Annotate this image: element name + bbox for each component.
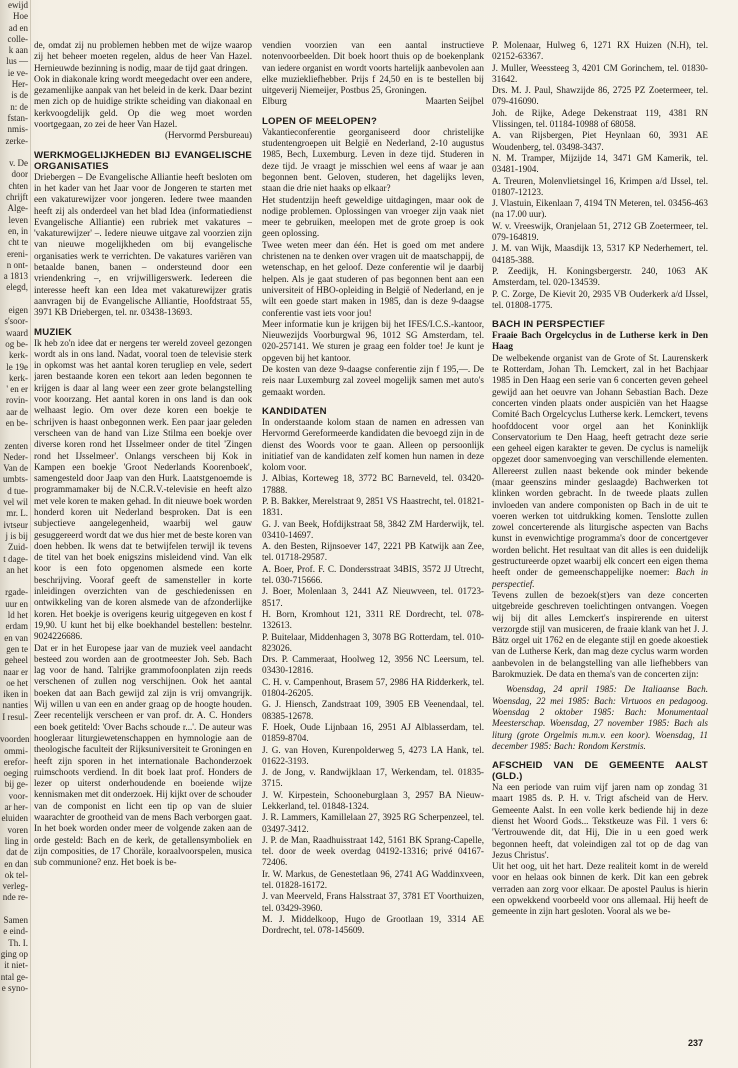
margin-fragment: Van de xyxy=(3,463,28,474)
candidate-entry: J. Vlastuin, Eikenlaan 7, 4194 TN Meteren, tel. 03456-463 (na 17.00 uur). xyxy=(492,198,708,220)
margin-fragment: erefor- xyxy=(3,756,28,767)
margin-fragment: e syno- xyxy=(1,982,28,993)
article-paragraph: Ook in diakonale kring wordt meegedacht over een andere, gezamenlijke aanpak van het beleid in de kerk. Daar bezint men zich op de huidige strikte scheiding van diakonaal en kerkvoogdelijk geld. Op die weg moet worden voortgegaan, zo zei de heer Van Hazel. xyxy=(34,73,252,130)
candidate-entry: J. P. de Man, Raadhuisstraat 142, 5161 BK Sprang-Capelle, tel. door de week overdag 04192-13316; privé 04167-72406. xyxy=(262,834,484,868)
candidate-entry: P. Zeedijk, H. Koningsbergerstr. 240, 1063 AK Amsterdam, tel. 020-134539. xyxy=(492,265,708,288)
margin-fragment: t dage- xyxy=(3,553,28,564)
candidate-entry: C. H. v. Campenhout, Brasem 57, 2986 HA Ridderkerk, tel. 01804-26205. xyxy=(262,676,484,699)
candidate-entry: J. G. van Hoven, Kurenpolderweg 5, 4273 LA Hank, tel. 01622-3193. xyxy=(262,744,484,766)
candidate-entry: J. M. van Wijk, Maasdijk 13, 5317 KP Nederhemert, tel. 04185-388. xyxy=(492,243,708,265)
article-paragraph: Na een periode van ruim vijf jaren nam op zondag 31 maart 1985 ds. P. H. v. Trigt afscheid van de Herv. Gemeente Aalst. In een volle kerk bediende hij in deze dienst het Woord Gods... Tekstkeuze was Fil. 1 vers 6: 'Vertrouwende dit, dat Hij, Die in u een goed werk begonnen heeft, dat voleindigen zal tot op de dag van Jezus Christus'. xyxy=(492,782,708,860)
margin-fragment: kerk- xyxy=(9,372,28,383)
candidate-entry: Drs. P. Cammeraat, Hoolweg 12, 3956 NC Leersum, tel. 03430-12816. xyxy=(262,654,484,676)
margin-fragment xyxy=(0,429,30,440)
margin-fragment: ewijd xyxy=(8,0,28,10)
margin-fragment: og be- xyxy=(5,338,28,349)
candidate-entry: A. Treuren, Molenvlietsingel 16, Krimpen a/d IJssel, tel. 01807-12123. xyxy=(492,175,708,197)
margin-fragment: iken in xyxy=(3,689,28,700)
margin-fragment: zenten xyxy=(4,440,28,451)
margin-fragment: d tue- xyxy=(7,485,28,496)
margin-fragment: j is bij xyxy=(5,530,28,541)
column-1 xyxy=(34,40,252,1050)
margin-fragment: lus — xyxy=(6,56,28,67)
margin-fragment: dat de xyxy=(6,847,28,858)
margin-fragment: voor- xyxy=(8,790,28,801)
margin-fragment: Zuid- xyxy=(8,542,28,553)
margin-fragment: en be- xyxy=(5,417,28,428)
article-continuation: vendien voorzien van een aantal instructieve notenvoorbeelden. Dit boek hoort thuis op de boekenplank van iedere organist en wordt voorts hartelijk aanbevolen aan elke muziekliefhebber. Prijs f 24,50 en is te bestellen bij uitgeverij Niemeijer, Postbus 25, Groningen. xyxy=(262,40,484,96)
margin-fragment: nmis- xyxy=(7,124,28,135)
heading-werkmogelijkheden: WERKMOGELIJKHEDEN BIJ EVANGELISCHE ORGANISATIES xyxy=(34,149,252,172)
margin-fragment: Neder- xyxy=(3,451,28,462)
margin-fragment: ld het xyxy=(7,610,28,621)
heading-kandidaten: KANDIDATEN xyxy=(262,405,327,417)
heading-bach-in-perspectief: BACH IN PERSPECTIEF xyxy=(492,319,606,331)
candidate-entry: M. J. Middelkoop, Hugo de Grootlaan 19, 3314 AE Dordrecht, tel. 078-145609. xyxy=(262,913,484,936)
margin-fragment: nde re- xyxy=(2,892,28,903)
candidate-list xyxy=(492,40,708,311)
margin-fragment xyxy=(0,904,30,915)
margin-fragment: Hoe xyxy=(13,11,28,22)
margin-fragment: fstan- xyxy=(7,112,28,123)
candidate-entry: G. J. Hiensch, Zandstraat 109, 3905 EB Veenendaal, tel. 08385-12678. xyxy=(262,699,484,721)
concert-dates: Woensdag, 24 april 1985: De Italiaanse Bach. Woensdag, 22 mei 1985: Bach: Virtuoos en pedagoog. Woensdag 2 oktober 1985: Bach: Monumentaal Meesterschap. Woensdag, 27 november 1985: Bach als liturg (grote Orgelmis m.m.v. een koor). Woensdag, 11 december 1985: Bach: Rondom Kerstmis. xyxy=(492,684,708,751)
margin-fragment: Samen xyxy=(3,915,28,926)
margin-fragment: zerke- xyxy=(5,135,28,146)
margin-fragment: colle- xyxy=(7,33,28,44)
previous-page-margin xyxy=(0,0,31,1068)
page-number: 237 xyxy=(688,1038,704,1048)
margin-fragment: en van xyxy=(4,632,28,643)
heading-muziek: MUZIEK xyxy=(34,326,72,338)
article-paragraph: Tevens zullen de bezoek(st)ers van deze concerten uitgebreide geschreven toelichtingen ontvangen. Voegen wij bij dit alles Lemckert's inspirerende en uiterst verzorgde stijl van musiceren, de fraaie klank van het J. J. Bätz orgel uit 1762 en de elegante stijl en goede akoestiek van de Lutherse Kerk, dan mag deze cyclus warm worden aanbevolen in de belangstelling van alle liefhebbers van Barokmuziek. De data en thema's van de concerten zijn: xyxy=(492,589,708,680)
margin-fragment: an het xyxy=(6,564,28,575)
article-signature xyxy=(262,96,484,107)
italic-phrase: Bach in perspectief. xyxy=(492,567,708,589)
margin-fragment: cht te xyxy=(8,237,28,248)
article-paragraph: In onderstaande kolom staan de namen en adressen van Hervormd Gereformeerde kandidaten die bevoegd zijn in de dienst des Woords voor te gaan. Alleen op persoonlijk initiatief van de kandidaten zelf komen hun namen in deze kolom voor. xyxy=(262,416,484,473)
margin-fragment: ommi- xyxy=(4,745,28,756)
column-2 xyxy=(262,40,484,1050)
candidate-entry: J. Muller, Weessteeg 3, 4201 CM Gorinchem, tel. 01830-31642. xyxy=(492,62,708,84)
article-paragraph: Meer informatie kun je krijgen bij het IFES/I.C.S.-kantoor, Nieuwezijds Voorburgwal 96, 1012 SG Amsterdam, tel. 020-257141. We sturen je graag een folder toe! Je kunt je opgeven bij het kantoor. xyxy=(262,318,484,363)
margin-fragment: is de xyxy=(11,90,28,101)
article-credit: (Hervormd Persbureau) xyxy=(165,130,252,141)
candidate-entry: J. W. Kirpestein, Schooneburglaan 3, 2957 BA Nieuw-Lekkerland, tel. 01848-1324. xyxy=(262,789,484,811)
margin-fragment xyxy=(0,723,30,734)
candidate-entry: Drs. M. J. Paul, Shawzijde 86, 2725 PZ Zoetermeer, tel. 079-416090. xyxy=(492,85,708,107)
candidate-entry: J. R. Lammers, Kamillelaan 27, 3925 RG Scherpenzeel, tel. 03497-3412. xyxy=(262,812,484,834)
margin-fragment: k aan xyxy=(8,45,28,56)
margin-fragment: verleg- xyxy=(2,881,28,892)
candidate-entry: Ir. W. Markus, de Genestetlaan 96, 2741 AG Waddinxveen, tel. 01828-16172. xyxy=(262,868,484,891)
article-continuation: de, omdat zij nu problemen hebben met de wijze waarop zij het beheer moeten regelen, aldus de heer Van Hazel. Hernieuwde bezinning is nodig, maar de tijd gaat dringen. xyxy=(34,40,252,73)
margin-fragment: eigen xyxy=(8,305,28,316)
margin-fragment: bij ge- xyxy=(4,779,28,790)
candidate-entry: J. Albias, Korteweg 18, 3772 BC Barneveld, tel. 03420-17888. xyxy=(262,473,484,495)
margin-fragment: vel wil xyxy=(3,497,28,508)
margin-fragment: n: de xyxy=(10,101,28,112)
margin-fragment: ntal ge- xyxy=(0,971,28,982)
margin-fragment: rgade- xyxy=(5,587,28,598)
candidate-entry: J. van Meerveld, Frans Halsstraat 37, 3781 ET Voorthuizen, tel. 03429-3960. xyxy=(262,891,484,913)
margin-fragment: e eind- xyxy=(3,926,28,937)
candidate-entry: P. Molenaar, Hulweg 6, 1271 RX Huizen (N.H), tel. 02152-63367. xyxy=(492,40,708,62)
margin-fragment: nanties xyxy=(2,700,28,711)
margin-fragment: naar er xyxy=(3,666,28,677)
article-paragraph: Driebergen – De Evangelische Alliantie heeft besloten om in het kader van het Jaar voor de Jongeren te starten met een vakaturewijzer voor jongeren. Iedere twee maanden heeft zij als onderdeel van het blad Idea (informatiedienst Evangelische Alliantie) een rubriek met vakatures – 'vakaturewijzer' –. Iedere nieuwe uitgave zal voorzien zijn van nieuwe mogelijkheden om bij evangelische organisaties werk te verrichten. De vakatures variëren van betaalde banen, banen – ondersteund door een vriendenkring –, en vrijwilligerswerk. Iedereen die interesse heeft kan een Idea met vakaturewijzer gratis aanvragen bij de Evangelische Alliantie, Hoofdstraat 55, 3971 KB Driebergen, tel. nr. 03438-13693. xyxy=(34,171,252,318)
article-paragraph: Dat er in het Europese jaar van de muziek veel aandacht besteed zou worden aan de grootmeester Joh. Seb. Bach lag voor de hand. Talrijke grammofoonplaten zijn reeds verschenen of zullen nog verschijnen. Ook het aantal boeken dat aan Bach gewijd zal zijn is vrij omvangrijk. Wij willen u van een en ander graag op de hoogte houden. Zeer recentelijk verscheen er van prof. dr. A. C. Honders een boek getiteld: 'Over Bachs schoude r...'. De auteur was hoogleraar liturgiewetenschappen en hymnologie aan de theologische faculteit der Rijksuniversiteit te Groningen en heeft zijn sporen in het internationale Bachonderzoek ruimschoots verdiend. In dit boek laat prof. Honders de lezer op uiterst onderhoudende en boeiende wijze kennismaken met dit onderzoek. Hij kijkt over de schouder van de componist en licht een tip op van de sluier waarachter de grootheid van de mens Bach verborgen gaat. In het boek worden onder meer de volgende zaken aan de orde gesteld: Bach en de kerk, de getallensymboliek en zijn composities, de 17 Choräle, koraalvoorspelen, musica sub communione? enz. Het boek is be- xyxy=(34,642,252,868)
candidate-entry: H. Born, Kromhout 121, 3311 RE Dordrecht, tel. 078-132613. xyxy=(262,608,484,631)
heading-afscheid: AFSCHEID VAN DE GEMEENTE AALST (GLD.) xyxy=(492,760,708,783)
candidate-entry: F. Hoek, Oude Lijnbaan 16, 2951 AJ Alblasserdam, tel. 01859-8704. xyxy=(262,721,484,744)
margin-fragment: ar her- xyxy=(4,802,28,813)
margin-fragment: door xyxy=(11,169,28,180)
margin-fragment: Th. I. xyxy=(8,937,28,948)
heading-lopen-of-meelopen: LOPEN OF MEELOPEN? xyxy=(262,115,378,127)
margin-fragment: chrijft xyxy=(6,192,28,203)
margin-fragment: rovin- xyxy=(6,395,28,406)
candidate-entry: J. Boer, Molenlaan 3, 2441 AZ Nieuwveen, tel. 01723-8517. xyxy=(262,586,484,608)
margin-fragment: leven xyxy=(8,214,28,225)
article-paragraph: De kosten van deze 9-daagse conferentie zijn f 195,—. De reis naar Luxemburg zal zoveel mogelijk samen met auto's gemaakt worden. xyxy=(262,364,484,397)
margin-fragment: ie ve- xyxy=(7,67,28,78)
margin-fragment: geheel xyxy=(4,655,28,666)
paragraph-text: De welbekende organist van de Grote of St. Laurenskerk te Rotterdam, Johan Th. Lemckert, zal in het Bachjaar 1985 in Den Haag een serie van 6 concerten geven geheel gewijd aan het oeuvre van Johann Sebastian Bach. Deze concerten vinden plaats onder auspiciën van het Haagse Comité Bach Orgelcyclus Lutherse kerk. Lemckert, tevens hoofddocent voor orgel aan het Koninklijk Conservatorium te Den Haag, heeft getracht deze serie een geheel eigen karakter te geven. De cyclus is namelijk opgezet door samenvoeging van verschillende elementen. Allereerst zullen naast bekende ook minder bekende (maar geenszins minder geslaagde) Bachwerken tot klinken worden gebracht. In de tweede plaats zullen invloeden van andere componisten op Bach in de uit te voeren werken tot uitdrukking komen. Tenslotte zullen zowel concerterende als liturgische aspecten van Bachs kunst in evenwichtige programma's door de concertgever worden belicht. Het resultaat van dit alles is een duidelijk gestructureerde opzet waarbij elk concert een eigen thema heeft onder de gemeenschappelijke noemer: xyxy=(492,352,708,578)
candidate-entry: W. v. Vreeswijk, Oranjelaan 51, 2712 GB Zoetermeer, tel. 079-164819. xyxy=(492,220,708,243)
margin-fragment: gen te xyxy=(6,643,28,654)
margin-fragment: elegd, xyxy=(6,282,28,293)
margin-fragment: uur en xyxy=(5,598,28,609)
margin-fragment xyxy=(0,576,30,587)
margin-fragment: umbts- xyxy=(2,474,28,485)
candidate-list xyxy=(262,473,484,936)
margin-fragment: voren xyxy=(7,824,28,835)
margin-fragment: Her- xyxy=(11,79,28,90)
candidate-entry: Joh. de Rijke, Adege Dekenstraat 119, 4381 RN Vlissingen, tel. 01184-10988 of 68058. xyxy=(492,107,708,130)
candidate-entry: P. C. Zorge, De Kievit 20, 2935 VB Ouderkerk a/d IJssel, tel. 01808-1775. xyxy=(492,288,708,310)
margin-fragment: le 19e xyxy=(6,361,28,372)
margin-fragment xyxy=(0,147,30,158)
article-paragraph xyxy=(492,353,708,590)
margin-fragment: voorden xyxy=(0,734,30,745)
margin-fragment: waard xyxy=(6,327,28,338)
margin-fragment: en dan xyxy=(4,858,28,869)
signature-author: Maarten Seijbel xyxy=(425,96,484,107)
margin-fragment: ereni- xyxy=(7,248,28,259)
candidate-entry: P. B. Bakker, Merelstraat 9, 2851 VS Haastrecht, tel. 01821-1831. xyxy=(262,495,484,518)
subheading-bach-orgelcyclus: Fraaie Bach Orgelcyclus in de Lutherse kerk in Den Haag xyxy=(492,330,708,352)
candidate-entry: A. den Besten, Rijnsoever 147, 2221 PB Katwijk aan Zee, tel. 01718-29587. xyxy=(262,541,484,563)
margin-fragment: I resul- xyxy=(2,711,28,722)
article-paragraph: Ik heb zo'n idee dat er nergens ter wereld zoveel gezongen wordt als in ons land. Nadat, vooral toen de televisie sterk in opkomst was het aantal koren terugliep en vele, sedert jaren bestaande koren een tekort aan leden begonnen te krijgen is daar al lang weer een zeer grote belangstelling voor koorzang. Het aantal koren in ons land is dan ook welhaast legio. Om over deze koren een boekje te schrijven is haast onbegonnen werk. Een paar jaar geleden verscheen van de hand van Lize Stilma een boekje over diverse koren rond het IJsselmeer onder de titel 'Zingen rond het IJsselmeer'. Onlangs verscheen bij Kok in Kampen een boekje 'Groot Nederlands Koorenboek', samengesteld door Jaap van den Hurk. Laatstgenoemde is programmamaker bij de N.C.R.V.-televisie en heeft alzo met vele koren te maken gehad. In dit nieuwe boek worden honderd koren uit Nederland besproken. Dat is een subjectieve aangelegenheid, waarbij wel gauw gesuggereerd wordt dat we dus hier met de beste koren van doen hebben. Ik wens dat te betwijfelen terwijl ik tevens de titel van het boek enigszins misleidend vind. Van elk koor is een foto opgenomen alsmede een korte beschrijving. Vooraf geeft de samensteller in korte inleidingen overzichten van de geschiedenissen en ontwikkeling van de koren alsmede van de afzonderlijke koren. Het boekje is overigens keurig uitgegeven en kost f 19,90. U kunt het bij elke boekhandel bestellen: bestelnr. 9024226686. xyxy=(34,337,252,642)
margin-fragment: ok tel- xyxy=(4,869,28,880)
margin-fragment: ging op xyxy=(0,948,28,959)
margin-fragment: ad en xyxy=(8,22,28,33)
margin-fragment xyxy=(0,294,30,305)
margin-fragment: oeging xyxy=(3,768,28,779)
article-paragraph: Twee weten meer dan één. Het is goed om met andere christenen na te denken over vragen uit de maatschappij, de wetenschap, en het geloof. Deze conferentie wil je daarbij helpen. Als je gaat studeren of pas begonnen bent aan een universiteit of HBO-opleiding in België of Nederland, en je wilt een goede start maken in 1985, dan is deze 9-daagse conferentie vast iets voor jou! xyxy=(262,239,484,318)
candidate-entry: G. J. van Beek, Hofdijkstraat 58, 3842 ZM Harderwijk, tel. 03410-14697. xyxy=(262,518,484,540)
margin-fragment: ivtseur xyxy=(3,519,28,530)
signature-place: Elburg xyxy=(262,96,287,107)
candidate-entry: N. M. Tramper, Mijzijde 14, 3471 GM Kamerik, tel. 03481-1904. xyxy=(492,152,708,175)
margin-fragment: Alge- xyxy=(7,203,28,214)
column-3 xyxy=(492,40,708,1040)
margin-fragment: it niet- xyxy=(4,960,28,971)
margin-fragment: chten xyxy=(8,180,28,191)
margin-fragment: s'soor- xyxy=(4,316,28,327)
article-paragraph: Vakantieconferentie georganiseerd door christelijke studentengroepen uit België en Nederland, 2-10 augustus 1985, Bech, Luxemburg. Leven in deze tijd. Studeren in deze tijd. Je vraagt je misschien wel eens af waar je aan begonnen bent. Geloven, studeren, het dagelijks leven, staan die drie niet haaks op elkaar? xyxy=(262,126,484,194)
margin-fragment: oe het xyxy=(6,677,28,688)
margin-fragment: kerk- xyxy=(9,350,28,361)
margin-fragment: mr. L. xyxy=(6,508,28,519)
article-paragraph: Het studentzijn heeft geweldige uitdagingen, maar ook de nodige problemen. Oplossingen van vroeger zijn vaak niet meer te gebruiken, meelopen met de grote groep is ook geen oplossing. xyxy=(262,194,484,239)
margin-fragment: erdam xyxy=(5,621,28,632)
margin-fragment: en, in xyxy=(8,225,28,236)
margin-fragment: n ont- xyxy=(6,259,28,270)
candidate-entry: J. de Jong, v. Randwijklaan 17, Werkendam, tel. 01835-3715. xyxy=(262,767,484,789)
candidate-entry: A. van Rijsbergen, Piet Heynlaan 60, 3931 AE Woudenberg, tel. 03498-3437. xyxy=(492,130,708,152)
article-paragraph: Uit het oog, uit het hart. Deze realiteit komt in de wereld voor en helaas ook binnen de kerk. Dit kan een gebrek verraden aan zorg voor elkaar. De apostel Paulus is hierin een opwekkend voorbeeld voor ons allemaal. Hij heeft de gemeente in zijn hart gesloten. Vooral als we be- xyxy=(492,861,708,917)
candidate-entry: P. Buitelaar, Middenhagen 3, 3078 BG Rotterdam, tel. 010-823026. xyxy=(262,631,484,653)
margin-fragment: ' en er xyxy=(6,384,28,395)
margin-fragment: ling in xyxy=(4,835,28,846)
candidate-entry: A. Boer, Prof. F. C. Dondersstraat 34BIS, 3572 JJ Utrecht, tel. 030-715666. xyxy=(262,563,484,586)
margin-fragment: a 1813 xyxy=(3,271,28,282)
margin-fragment: eluiden xyxy=(1,813,28,824)
margin-fragment: v. De xyxy=(9,158,28,169)
margin-fragment: aar de xyxy=(6,406,28,417)
